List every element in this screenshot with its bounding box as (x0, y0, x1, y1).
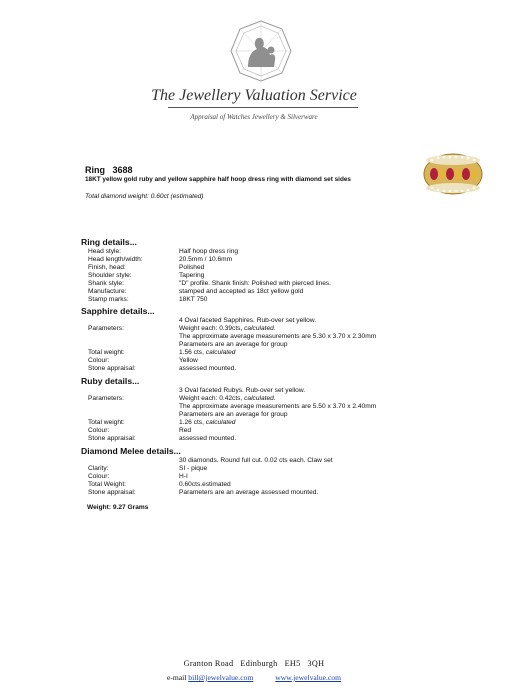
website-link[interactable]: www.jewelvalue.com (275, 673, 341, 682)
ruby-group-note: Parameters are an average for group (179, 411, 288, 418)
ring-detail-value: Half hoop dress ring (179, 248, 239, 255)
ring-detail-value: Polished (179, 264, 205, 271)
diamond-appraisal-label: Stone appraisal: (88, 489, 136, 496)
ruby-colour: Red (179, 427, 192, 434)
email-link[interactable]: bill@jewelvalue.com (188, 673, 254, 682)
brand-name: The Jewellery Valuation Service (151, 87, 357, 104)
diamond-total-weight: 0.60cts.estimated (179, 481, 231, 488)
ring-detail-value: Tapering (179, 272, 205, 279)
ruby-total-weight: 1.26 cts, calculated (179, 419, 236, 426)
item-description: 18KT yellow gold ruby and yellow sapphire half hoop dress ring with diamond set sides (85, 176, 351, 183)
ruby-measurements: The approximate average measurements are 5.50 x 3.70 x 2.40mm (179, 403, 377, 410)
diamond-colour: H-I (179, 473, 188, 480)
item-title: Ring 3688 (85, 165, 133, 175)
ring-detail-label: Head style: (88, 248, 121, 255)
ring-detail-label: Finish, head: (88, 264, 126, 271)
jewellery-valuation-logo (230, 20, 292, 82)
diamond-intro: 30 diamonds. Round full cut. 0.02 cts each. Claw set (179, 457, 333, 464)
ruby-appraisal: assessed mounted. (179, 435, 237, 442)
ruby-weight-each: Weight each: 0.42cts, calculated. (179, 395, 276, 402)
ruby-parameters-label: Parameters: (88, 395, 124, 402)
sapphire-total-weight-label: Total weight: (88, 349, 125, 356)
sapphire-colour-label: Colour: (88, 357, 110, 364)
footer-address: Granton Road Edinburgh EH5 3QH (183, 659, 325, 668)
footer-contact (0, 673, 508, 682)
diamond-total-weight-label: Total Weight: (88, 481, 126, 488)
diamond-appraisal: Parameters are an average assessed mounted. (179, 489, 319, 496)
total-diamond-weight: Total diamond weight: 0.60ct (estimated) (85, 193, 204, 200)
ring-detail-value: 20.5mm / 10.6mm (179, 256, 233, 263)
ring-detail-value: 18KT 750 (179, 296, 208, 303)
ring-detail-label: Shank style: (88, 280, 124, 287)
ring-photo (422, 150, 484, 198)
ring-detail-label: Shoulder style: (88, 272, 132, 279)
ruby-details-heading: Ruby details... (81, 376, 140, 386)
email-label: e-mail (167, 673, 189, 682)
sapphire-colour: Yellow (179, 357, 198, 364)
diamond-details-heading: Diamond Melee details... (81, 446, 181, 456)
brand-divider (168, 107, 358, 108)
sapphire-weight-each: Weight each: 0.39cts, calculated. (179, 325, 276, 332)
ring-detail-label: Manufacture: (88, 288, 127, 295)
item-weight: Weight: 9.27 Grams (87, 504, 149, 511)
ring-detail-label: Head length/width: (88, 256, 143, 263)
diamond-clarity: SI - pique (179, 465, 208, 472)
sapphire-details-heading: Sapphire details... (81, 306, 155, 316)
sapphire-parameters-label: Parameters: (88, 325, 124, 332)
ruby-total-weight-label: Total weight: (88, 419, 125, 426)
sapphire-measurements: The approximate average measurements are 5.30 x 3.70 x 2.30mm (179, 333, 377, 340)
sapphire-group-note: Parameters are an average for group (179, 341, 288, 348)
sapphire-total-weight: 1.56 cts, calculated (179, 349, 236, 356)
ruby-intro: 3 Oval faceted Rubys. Rub-over set yellow. (179, 387, 306, 394)
diamond-colour-label: Colour: (88, 473, 110, 480)
ring-detail-value: "D" profile. Shank finish: Polished with pierced lines. (179, 280, 332, 287)
ring-detail-label: Stamp marks: (88, 296, 129, 303)
sapphire-appraisal-label: Stone appraisal: (88, 365, 136, 372)
sapphire-intro: 4 Oval faceted Sapphires. Rub-over set yellow. (179, 317, 317, 324)
ruby-colour-label: Colour: (88, 427, 110, 434)
brand-tagline: Appraisal of Watches Jewellery & Silverware (190, 113, 318, 121)
ring-detail-value: stamped and accepted as 18ct yellow gold (179, 288, 304, 295)
sapphire-appraisal: assessed mounted. (179, 365, 237, 372)
diamond-clarity-label: Clarity: (88, 465, 109, 472)
ring-details-heading: Ring details... (81, 237, 137, 247)
ruby-appraisal-label: Stone appraisal: (88, 435, 136, 442)
